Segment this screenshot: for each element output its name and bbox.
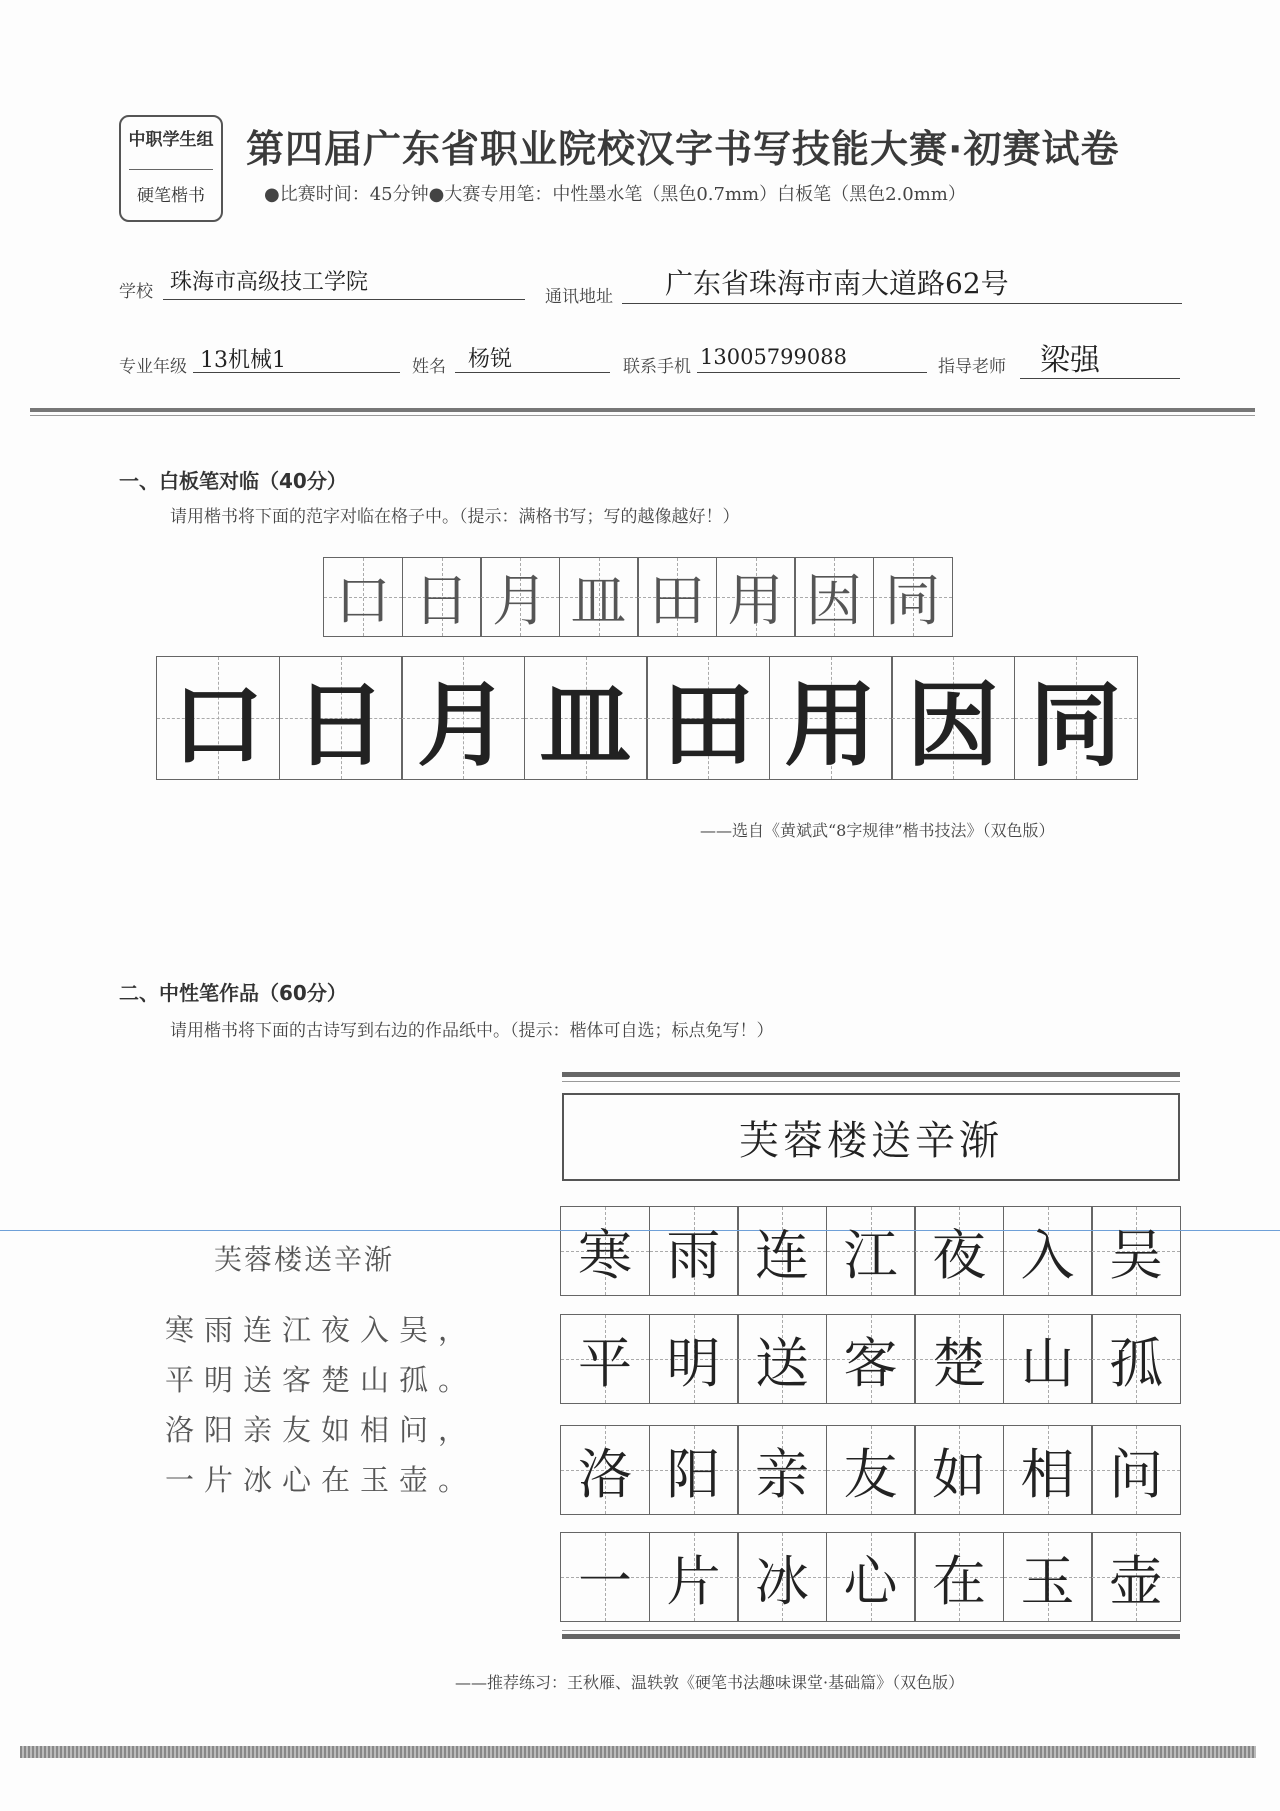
poem-character: 明	[666, 1331, 721, 1395]
copy-character-grid	[156, 656, 1136, 780]
poem-cell	[826, 1206, 916, 1296]
poem-cell	[649, 1206, 739, 1296]
sample-cell	[794, 557, 874, 637]
copy-character: 用	[784, 671, 877, 779]
poem-cell	[826, 1532, 916, 1622]
sample-character: 同	[884, 569, 941, 634]
address-value: 广东省珠海市南大道路62号	[665, 267, 1009, 300]
teacher-underline	[1020, 378, 1180, 379]
poem-character: 阳	[666, 1442, 721, 1506]
work-paper-title: 芙蓉楼送辛渐	[562, 1093, 1180, 1181]
poem-character: 夜	[932, 1223, 986, 1287]
poem-cell	[649, 1532, 739, 1622]
copy-character: 日	[294, 671, 387, 779]
sample-character: 用	[727, 569, 784, 634]
poem-cell	[1091, 1314, 1181, 1404]
sample-cell	[559, 557, 639, 637]
poem-line: 平明送客楚山孤。	[165, 1363, 478, 1397]
poem-character: 片	[666, 1549, 721, 1613]
poem-character: 平	[578, 1331, 632, 1395]
poem-character: 问	[1109, 1442, 1163, 1506]
school-value: 珠海市高级技工学院	[170, 270, 369, 295]
section2-credit: ——推荐练习：王秋雁、温轶敦《硬笔书法趣味课堂·基础篇》（双色版）	[455, 1673, 965, 1692]
poem-character: 玉	[1020, 1549, 1075, 1613]
poem-line: 寒雨连江夜入吴，	[165, 1313, 478, 1347]
name-label: 姓名	[412, 357, 446, 377]
scan-artifact-line	[0, 1230, 1280, 1231]
sample-cell	[716, 557, 796, 637]
phone-underline	[697, 372, 927, 373]
sample-cell	[480, 557, 560, 637]
badge-category-text: 硬笔楷书	[137, 186, 205, 206]
poem-cell	[1003, 1425, 1093, 1515]
copy-cell	[891, 656, 1015, 780]
sample-character: 皿	[570, 569, 627, 634]
sample-cell	[637, 557, 717, 637]
copy-cell	[769, 656, 893, 780]
poem-cell	[649, 1314, 739, 1404]
poem-character: 山	[1020, 1331, 1075, 1395]
poem-cell	[914, 1532, 1004, 1622]
poem-character: 心	[843, 1549, 898, 1613]
poem-cell	[560, 1206, 650, 1296]
sample-cell	[323, 557, 403, 637]
name-value: 杨锐	[468, 347, 513, 372]
copy-cell	[279, 656, 403, 780]
poem-cell	[1091, 1532, 1181, 1622]
copy-character: 因	[906, 671, 999, 779]
poem-cell	[826, 1425, 916, 1515]
copy-character: 同	[1029, 671, 1122, 779]
copy-character: 口	[171, 671, 264, 779]
poem-character: 连	[755, 1223, 809, 1287]
work-paper-bottom-rule-thin	[562, 1630, 1180, 1631]
school-label: 学校	[119, 282, 153, 302]
poem-character: 如	[932, 1442, 986, 1506]
poem-line: 洛阳亲友如相问，	[165, 1413, 478, 1447]
poem-character: 送	[755, 1331, 809, 1395]
poem-character: 友	[843, 1442, 898, 1506]
major-label: 专业年级	[119, 357, 187, 377]
poem-line: 一片冰心在玉壶。	[165, 1463, 478, 1497]
copy-character: 田	[661, 671, 754, 779]
footer-divider	[20, 1746, 1256, 1758]
sample-character: 田	[649, 569, 705, 634]
sample-character: 口	[335, 569, 391, 634]
teacher-value: 梁强	[1040, 343, 1100, 378]
header-divider-thick	[30, 408, 1255, 412]
sample-character-grid	[323, 557, 951, 637]
copy-character: 月	[416, 671, 509, 779]
school-underline	[163, 299, 525, 300]
poem-character: 客	[843, 1331, 898, 1395]
poem-cell	[914, 1314, 1004, 1404]
copy-cell	[524, 656, 648, 780]
copy-cell	[401, 656, 525, 780]
phone-label: 联系手机	[623, 357, 691, 377]
phone-value: 13005799088	[700, 345, 847, 369]
poem-character: 相	[1020, 1442, 1075, 1506]
section2-heading: 二、中性笔作品（60分）	[119, 981, 347, 1005]
poem-cell	[1003, 1206, 1093, 1296]
group-badge	[119, 115, 223, 222]
poem-cell	[649, 1425, 739, 1515]
poem-character: 洛	[578, 1442, 632, 1506]
poem-character: 一	[578, 1549, 632, 1613]
poem-cell	[560, 1532, 650, 1622]
copy-cell	[1014, 656, 1138, 780]
poem-character: 雨	[666, 1223, 721, 1287]
section1-instruction: 请用楷书将下面的范字对临在格子中。（提示：满格书写；写的越像越好！）	[170, 507, 740, 527]
sample-character: 日	[413, 569, 470, 634]
poem-cell	[560, 1425, 650, 1515]
section1-credit: ——选自《黄斌武“8字规律”楷书技法》（双色版）	[700, 821, 1055, 840]
poem-cell	[1091, 1206, 1181, 1296]
major-underline	[193, 372, 400, 373]
poem-cell	[737, 1425, 827, 1515]
exam-subtitle: ●比赛时间：45分钟●大赛专用笔：中性墨水笔（黑色0.7mm）白板笔（黑色2.0mm）	[264, 184, 966, 205]
poem-character: 孤	[1109, 1331, 1163, 1395]
poem-cell	[737, 1206, 827, 1296]
badge-group-text: 中职学生组	[128, 130, 214, 150]
poem-grid-row-3	[560, 1425, 1180, 1515]
poem-character: 寒	[578, 1223, 632, 1287]
sample-character: 因	[806, 569, 862, 634]
exam-title: 第四届广东省职业院校汉字书写技能大赛·初赛试卷	[246, 127, 1120, 171]
poem-title: 芙蓉楼送辛渐	[214, 1243, 395, 1276]
poem-cell	[560, 1314, 650, 1404]
poem-character: 吴	[1109, 1223, 1163, 1287]
poem-character: 在	[932, 1549, 986, 1613]
major-value: 13机械1	[200, 348, 286, 373]
sample-cell	[873, 557, 953, 637]
poem-cell	[826, 1314, 916, 1404]
work-paper-bottom-rule	[562, 1634, 1180, 1639]
poem-cell	[914, 1425, 1004, 1515]
teacher-label: 指导老师	[938, 357, 1006, 377]
poem-character: 入	[1020, 1223, 1075, 1287]
poem-cell	[1003, 1314, 1093, 1404]
work-paper-top-rule	[562, 1072, 1180, 1077]
poem-cell	[737, 1314, 827, 1404]
poem-cell	[914, 1206, 1004, 1296]
poem-cell	[1003, 1532, 1093, 1622]
poem-grid-row-1	[560, 1206, 1180, 1296]
name-underline	[455, 372, 610, 373]
poem-cell	[737, 1532, 827, 1622]
address-label: 通讯地址	[545, 287, 613, 307]
poem-character: 江	[843, 1223, 898, 1287]
poem-grid-row-2	[560, 1314, 1180, 1404]
poem-character: 亲	[755, 1442, 809, 1506]
copy-cell	[156, 656, 280, 780]
header-divider-thin	[30, 415, 1255, 416]
poem-character: 楚	[932, 1331, 986, 1395]
poem-grid-row-4	[560, 1532, 1180, 1622]
address-underline	[622, 303, 1182, 304]
poem-character: 冰	[755, 1549, 809, 1613]
sample-cell	[402, 557, 482, 637]
work-paper-top-rule-thin	[562, 1081, 1180, 1082]
copy-cell	[646, 656, 770, 780]
section1-heading: 一、白板笔对临（40分）	[119, 469, 347, 493]
section2-instruction: 请用楷书将下面的古诗写到右边的作品纸中。（提示：楷体可自选；标点免写！）	[170, 1021, 774, 1041]
badge-divider	[129, 169, 213, 170]
poem-character: 壶	[1109, 1549, 1163, 1613]
poem-cell	[1091, 1425, 1181, 1515]
copy-character: 皿	[539, 671, 632, 779]
sample-character: 月	[492, 569, 548, 634]
